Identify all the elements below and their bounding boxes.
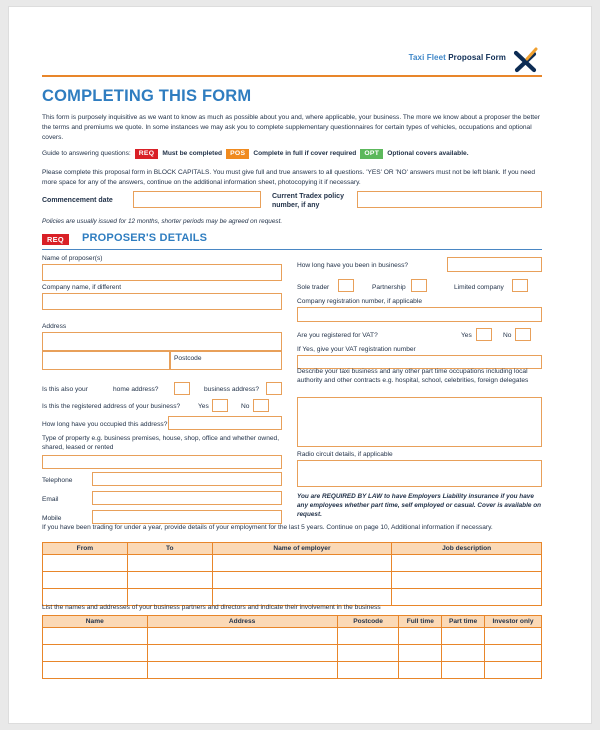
cell-to[interactable]	[127, 572, 212, 589]
req-badge: REQ	[135, 149, 159, 159]
company-registration-input[interactable]	[297, 307, 542, 322]
table-row	[43, 572, 542, 589]
cell-investor-only[interactable]	[484, 662, 541, 679]
section-req-badge: REQ	[42, 234, 69, 245]
column-header-to: To	[127, 543, 212, 555]
cell-full-time[interactable]	[399, 645, 442, 662]
cell-full-time[interactable]	[399, 662, 442, 679]
describe-business-textarea[interactable]	[297, 397, 542, 447]
cell-address[interactable]	[147, 628, 337, 645]
company-name-input[interactable]	[42, 293, 282, 310]
opt-badge: OPT	[360, 149, 383, 159]
cell-job[interactable]	[392, 555, 542, 572]
business-address-checkbox[interactable]	[266, 382, 282, 395]
how-long-occupied-label: How long have you occupied this address?	[42, 421, 168, 428]
limited-company-checkbox[interactable]	[512, 279, 528, 292]
pos-description: Complete in full if cover required	[253, 150, 357, 157]
vat-yes-label: Yes	[461, 332, 472, 339]
table-row	[43, 645, 542, 662]
intro-paragraph: This form is purposely inquisitive as we want to know as much as possible about you and, where applicable, your business. The more we know about a proposer the better the terms and premiums we quote. In some instances we may ask you to complete supplementary questionnaires for certain types of vehicles, occupations and optional covers.	[42, 114, 540, 141]
commencement-date-label: Commencement date	[42, 197, 113, 204]
cell-from[interactable]	[43, 572, 128, 589]
brand-light-text: Taxi Fleet	[408, 53, 446, 62]
how-long-in-business-input[interactable]	[447, 257, 542, 272]
section-divider	[42, 249, 542, 250]
postcode-label: Postcode	[174, 355, 202, 362]
column-header-name: Name	[43, 616, 148, 628]
registered-address-question: Is this the registered address of your business?	[42, 403, 181, 410]
company-registration-label: Company registration number, if applicable	[297, 298, 422, 305]
opt-description: Optional covers available.	[387, 150, 469, 157]
header-divider	[42, 75, 542, 77]
cell-full-time[interactable]	[399, 628, 442, 645]
sole-trader-label: Sole trader	[297, 284, 330, 291]
form-page	[8, 6, 592, 724]
cell-postcode[interactable]	[337, 628, 399, 645]
section-title: PROPOSER'S DETAILS	[82, 232, 208, 244]
cell-employer[interactable]	[212, 555, 392, 572]
cell-to[interactable]	[127, 555, 212, 572]
radio-circuit-textarea[interactable]	[297, 460, 542, 487]
table-row	[43, 555, 542, 572]
cell-part-time[interactable]	[442, 645, 485, 662]
column-header-job-description: Job description	[392, 543, 542, 555]
brand-dark-text: Proposal Form	[445, 53, 506, 62]
how-long-occupied-input[interactable]	[168, 416, 282, 430]
registered-no-checkbox[interactable]	[253, 399, 269, 412]
column-header-from: From	[43, 543, 128, 555]
employers-liability-note: You are REQUIRED BY LAW to have Employers Liability insurance if you have any employees whether part time, self employed or casual. Cover is available on request.	[297, 493, 542, 518]
business-partners-table	[42, 615, 542, 679]
describe-business-label: Describe your taxi business and any other part time occupations including local authority and other contracts e.g. hospital, school, celebrities, foreign delegates	[297, 368, 529, 384]
limited-company-label: Limited company	[454, 284, 504, 291]
cell-address[interactable]	[147, 662, 337, 679]
cell-name[interactable]	[43, 662, 148, 679]
cell-part-time[interactable]	[442, 628, 485, 645]
tradex-policy-label: Current Tradex policy number, if any	[272, 193, 344, 209]
partners-note: List the names and addresses of your business partners and directors and indicate their involvement in the business	[42, 604, 381, 611]
answering-guide	[42, 148, 469, 159]
employment-history-table	[42, 542, 542, 606]
name-of-proposers-label: Name of proposer(s)	[42, 255, 103, 262]
address-input[interactable]	[42, 332, 282, 351]
proposers-details-section-header	[42, 232, 542, 248]
email-input[interactable]	[92, 491, 282, 505]
registered-no-label: No	[241, 403, 250, 410]
type-of-property-input[interactable]	[42, 455, 282, 469]
vat-number-input[interactable]	[297, 355, 542, 369]
pos-badge: POS	[226, 149, 249, 159]
guide-lead-text: Guide to answering questions:	[42, 150, 131, 157]
cell-employer[interactable]	[212, 572, 392, 589]
trading-note: If you have been trading for under a year, provide details of your employment for the last 5 years. Continue on page 10, Additional information if necessary.	[42, 524, 493, 531]
business-address-label: business address?	[204, 386, 259, 393]
sole-trader-checkbox[interactable]	[338, 279, 354, 292]
block-capitals-paragraph: Please complete this proposal form in BLOCK CAPITALS. You must give full and true answers to all questions. 'YES' OR 'NO' answers must not be left blank. If you need more space for any of the answers, continue on the additional information sheet, photocopying it if necessary.	[42, 169, 536, 186]
table-header-row	[43, 616, 542, 628]
vat-number-label: If Yes, give your VAT registration number	[297, 346, 416, 353]
cell-part-time[interactable]	[442, 662, 485, 679]
type-of-property-label: Type of property e.g. business premises, house, shop, office and whether owned, shared, leased or rented	[42, 435, 280, 451]
table-header-row	[43, 543, 542, 555]
address-line2-input[interactable]	[42, 351, 170, 370]
cell-name[interactable]	[43, 645, 148, 662]
home-address-checkbox[interactable]	[174, 382, 190, 395]
column-header-postcode: Postcode	[337, 616, 399, 628]
telephone-input[interactable]	[92, 472, 282, 486]
crossed-x-logo-icon	[510, 47, 540, 73]
req-description: Must be completed	[162, 150, 223, 157]
partnership-label: Partnership	[372, 284, 406, 291]
vat-no-checkbox[interactable]	[515, 328, 531, 341]
vat-no-label: No	[503, 332, 512, 339]
how-long-in-business-label: How long have you been in business?	[297, 262, 409, 269]
home-address-label: home address?	[113, 386, 159, 393]
tradex-policy-input[interactable]	[357, 191, 542, 208]
commencement-date-input[interactable]	[133, 191, 261, 208]
column-header-address: Address	[147, 616, 337, 628]
cell-postcode[interactable]	[337, 662, 399, 679]
brand-title	[409, 53, 506, 62]
vat-registered-question: Are you registered for VAT?	[297, 332, 378, 339]
mobile-label: Mobile	[42, 515, 62, 522]
cell-job[interactable]	[392, 572, 542, 589]
partnership-checkbox[interactable]	[411, 279, 427, 292]
cell-postcode[interactable]	[337, 645, 399, 662]
column-header-investor-only: Investor only	[484, 616, 541, 628]
column-header-part-time: Part time	[442, 616, 485, 628]
cell-investor-only[interactable]	[484, 645, 541, 662]
page-title: COMPLETING THIS FORM	[42, 87, 252, 105]
mobile-input[interactable]	[92, 510, 282, 524]
column-header-name-of-employer: Name of employer	[212, 543, 392, 555]
cell-investor-only[interactable]	[484, 628, 541, 645]
column-header-full-time: Full time	[399, 616, 442, 628]
address-label: Address	[42, 323, 67, 330]
name-of-proposers-input[interactable]	[42, 264, 282, 281]
table-row	[43, 662, 542, 679]
registered-yes-checkbox[interactable]	[212, 399, 228, 412]
radio-circuit-label: Radio circuit details, if applicable	[297, 451, 393, 458]
telephone-label: Telephone	[42, 477, 73, 484]
email-label: Email	[42, 496, 59, 503]
cell-from[interactable]	[43, 555, 128, 572]
cell-address[interactable]	[147, 645, 337, 662]
registered-yes-label: Yes	[198, 403, 209, 410]
company-name-label: Company name, if different	[42, 284, 122, 291]
policies-note: Policies are usually issued for 12 months, shorter periods may be agreed on request.	[42, 218, 283, 225]
is-this-also-your-label: Is this also your	[42, 386, 88, 393]
table-row	[43, 628, 542, 645]
cell-name[interactable]	[43, 628, 148, 645]
vat-yes-checkbox[interactable]	[476, 328, 492, 341]
